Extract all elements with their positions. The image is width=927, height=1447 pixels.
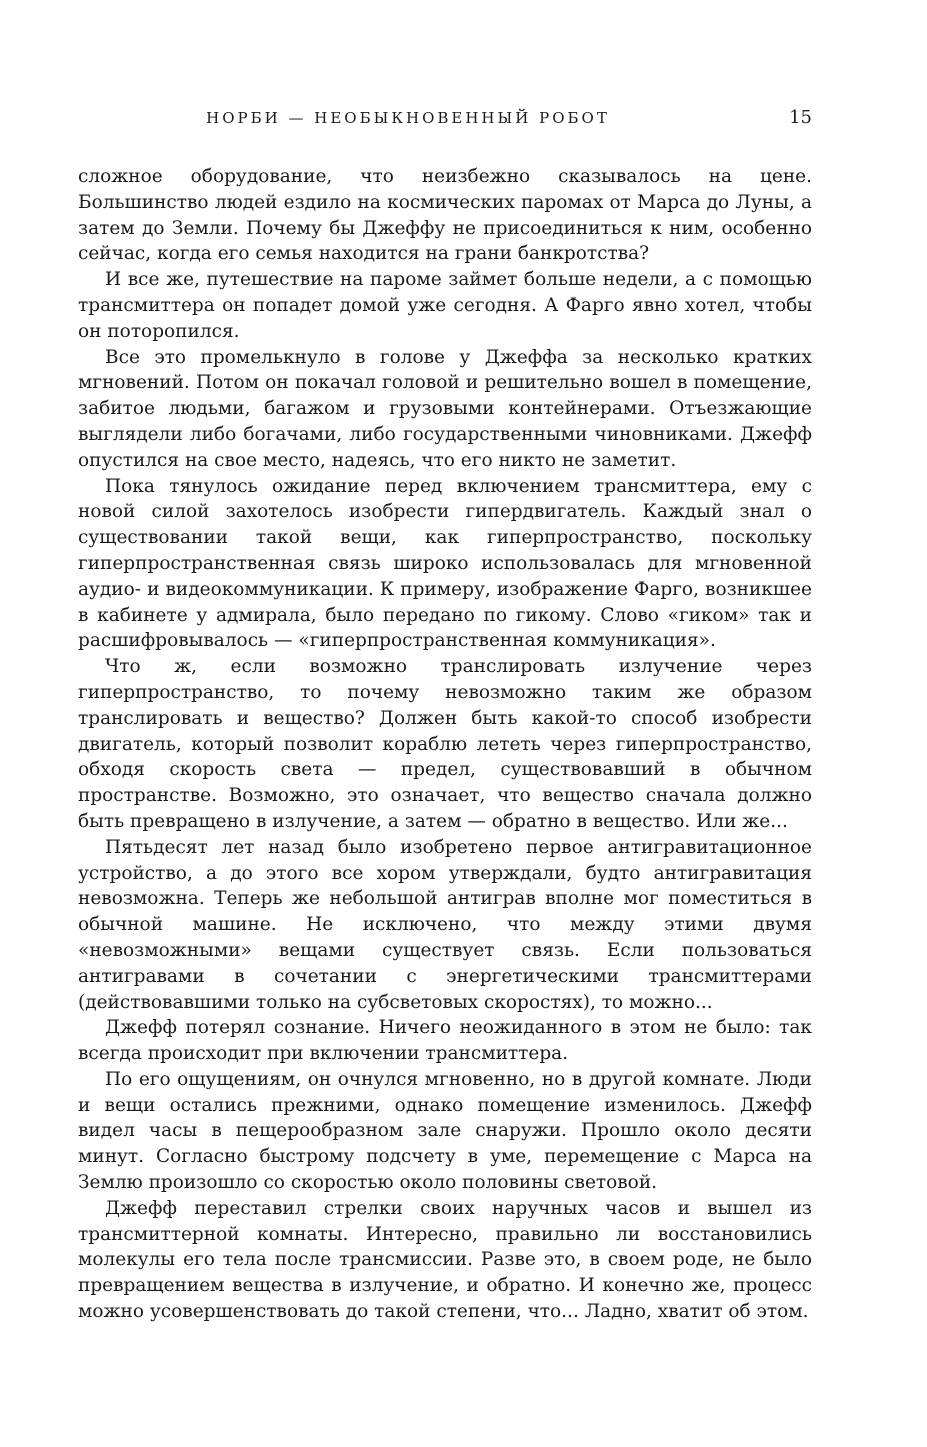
paragraph: Джефф переставил стрелки своих наручных часов и вышел из трансмиттерной комнаты. Интересно, правильно ли восстановились молекулы его тела после трансмиссии. Разве это, в своем роде, не было превращением вещества в излучение, и обратно. И конечно же, процесс можно усовершенствовать до такой степени, что... Ладно, хватит об этом. [78,1197,812,1323]
paragraph: И все же, путешествие на пароме займет больше недели, а с помощью трансмиттера он попадет домой уже сегодня. А Фарго явно хотел, чтобы он поторопился. [78,269,812,342]
page-number: 15 [789,107,812,128]
running-head [78,106,812,130]
paragraph: По его ощущениям, он очнулся мгновенно, но в другой комнате. Люди и вещи остались прежними, однако помещение изменилось. Джефф видел часы в пещерообразном зале снаружи. Прошло около десяти минут. Согласно быстрому подсчету в уме, перемещение с Марса на Землю произошло со скоростью около половины световой. [78,1068,812,1194]
paragraph: Пятьдесят лет назад было изобретено первое антигравитационное устройство, а до этого все хором утверждали, будто антигравитация невозможна. Теперь же небольшой антиграв вполне мог поместиться в обычной машине. Не исключено, что между этими двумя «невозможными» вещами существует связь. Если пользоваться антигравами в сочетании с энергетическими трансмиттерами (действовавшими только на субсветовых скоростях), то можно... [78,836,812,1013]
paragraph: сложное оборудование, что неизбежно сказывалось на цене. Большинство людей ездило на космических паромах от Марса до Луны, а затем до Земли. Почему бы Джеффу не присоединиться к ним, особенно сейчас, когда его семья находится на грани банкротства? [78,166,812,265]
paragraph: Все это промелькнуло в голове у Джеффа за несколько кратких мгновений. Потом он покачал головой и решительно вошел в помещение, забитое людьми, багажом и грузовыми контейнерами. Отъезжающие выглядели либо богачами, либо государственными чиновниками. Джефф опустился на свое место, надеясь, что его никто не заметит. [78,346,812,471]
paragraph: Что ж, если возможно транслировать излучение через гиперпространство, то почему невозможно таким же образом транслировать и вещество? Должен быть какой-то способ изобрести двигатель, который позволит кораблю лететь через гиперпространство, обходя скорость света — предел, существовавший в обычном пространстве. Возможно, это означает, что вещество сначала должно быть превращено в излучение, а затем — обратно в вещество. Или же... [78,656,812,832]
running-title: НОРБИ — НЕОБЫКНОВЕННЫЙ РОБОТ [206,109,610,127]
paragraph: Джефф потерял сознание. Ничего неожиданного в этом не было: так всегда происходит при включении трансмиттера. [78,1017,812,1065]
paragraph: Пока тянулось ожидание перед включением трансмиттера, ему с новой силой захотелось изобрести гипердвигатель. Каждый знал о существовании такой вещи, как гиперпространство, поскольку гиперпространственная связь широко использовалась для мгновенной аудио- и видеокоммуникации. К примеру, изображение Фарго, возникшее в кабинете у адмирала, было передано по гикому. Слово «гиком» так и расшифровывалось — «гиперпространственная коммуникация». [78,475,812,652]
body-text [78,164,812,1325]
